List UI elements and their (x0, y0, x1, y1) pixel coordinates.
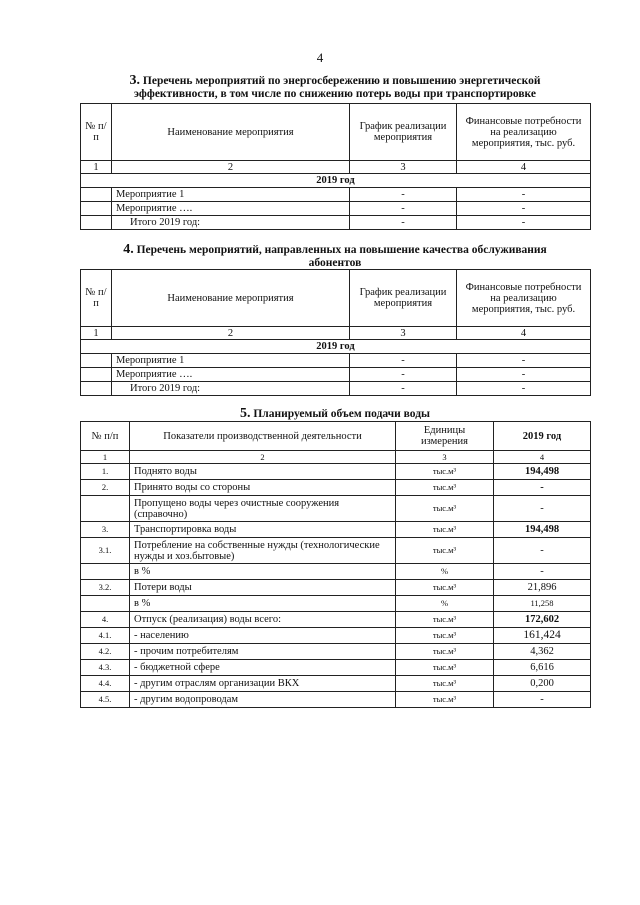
row-value: - (494, 480, 591, 496)
row-value: - (494, 496, 591, 522)
section3-table (80, 103, 591, 230)
row-unit: тыс.м³ (396, 522, 494, 538)
section3-title-line2: эффективности, в том числе по снижению потерь воды при транспортировке (134, 88, 536, 100)
col-number: 4 (457, 161, 591, 174)
row-value: 161,424 (494, 628, 591, 644)
row-indicator: Потребление на собственные нужды (технологические нужды и хоз.бытовые) (130, 538, 396, 564)
row-value: 11,258 (494, 596, 591, 612)
row-unit: % (396, 596, 494, 612)
row-name: Мероприятие 1 (112, 188, 350, 202)
row-number (81, 596, 130, 612)
column-number-row (81, 327, 591, 340)
row-number: 3.1. (81, 538, 130, 564)
row-unit: тыс.м³ (396, 464, 494, 480)
col-number: 4 (494, 451, 591, 464)
table-row (81, 596, 591, 612)
row-value: 0,200 (494, 676, 591, 692)
row-finance: - (457, 202, 591, 216)
table-row (81, 188, 591, 202)
row-value: 194,498 (494, 464, 591, 480)
row-indicator: Принято воды со стороны (130, 480, 396, 496)
table-row (81, 644, 591, 660)
row-indicator: Пропущено воды через очистные сооружения (справочно) (130, 496, 396, 522)
row-schedule: - (350, 188, 457, 202)
page-number: 4 (316, 50, 324, 65)
row-unit: тыс.м³ (396, 644, 494, 660)
header-cell: № п/п (81, 104, 112, 161)
section3-number: 3. (129, 73, 141, 88)
col-number: 2 (112, 161, 350, 174)
row-unit: тыс.м³ (396, 612, 494, 628)
table-row (81, 368, 591, 382)
row-unit: тыс.м³ (396, 692, 494, 708)
row-indicator: - населению (130, 628, 396, 644)
table-row (81, 676, 591, 692)
row-value: 6,616 (494, 660, 591, 676)
header-cell: Показатели производственной деятельности (130, 422, 396, 451)
table-row (81, 628, 591, 644)
row-schedule: - (350, 382, 457, 396)
section5-number: 5. (239, 406, 251, 421)
table-header-row (81, 104, 591, 161)
row-indicator: в % (130, 596, 396, 612)
row-schedule: - (350, 368, 457, 382)
header-cell: Наименование мероприятия (112, 270, 350, 327)
row-finance: - (457, 188, 591, 202)
table-row (81, 496, 591, 522)
col-number: 1 (81, 327, 112, 340)
header-cell: Финансовые потребности на реализацию мероприятия, тыс. руб. (457, 104, 591, 161)
row-name: Мероприятие …. (112, 368, 350, 382)
header-cell: Наименование мероприятия (112, 104, 350, 161)
table-header-row (81, 270, 591, 327)
row-unit: тыс.м³ (396, 676, 494, 692)
row-indicator: в % (130, 564, 396, 580)
col-number: 2 (130, 451, 396, 464)
row-number: 4.2. (81, 644, 130, 660)
section4-table (80, 269, 591, 396)
year-label: 2019 год (81, 174, 591, 188)
table-row (81, 480, 591, 496)
row-number: 3.2. (81, 580, 130, 596)
col-number: 3 (350, 327, 457, 340)
row-indicator: - бюджетной сфере (130, 660, 396, 676)
row-value: - (494, 692, 591, 708)
row-value: 172,602 (494, 612, 591, 628)
row-schedule: - (350, 216, 457, 230)
row-indicator: Поднято воды (130, 464, 396, 480)
row-value: 4,362 (494, 644, 591, 660)
row-number: 4. (81, 612, 130, 628)
year-row (81, 174, 591, 188)
row-indicator: Транспортировка воды (130, 522, 396, 538)
header-cell: № п/п (81, 270, 112, 327)
row-value: - (494, 564, 591, 580)
section5-rows (81, 464, 591, 708)
section4-title-line2: абонентов (308, 257, 362, 269)
header-cell: Финансовые потребности на реализацию мероприятия, тыс. руб. (457, 270, 591, 327)
row-number: 4.4. (81, 676, 130, 692)
row-indicator: Потери воды (130, 580, 396, 596)
row-name: Мероприятие 1 (112, 354, 350, 368)
col-number: 4 (457, 327, 591, 340)
col-number: 3 (350, 161, 457, 174)
section4-title-line1: Перечень мероприятий, направленных на повышение качества обслуживания (136, 244, 547, 256)
row-unit: % (396, 564, 494, 580)
row-unit: тыс.м³ (396, 480, 494, 496)
row-name: Итого 2019 год: (112, 216, 350, 230)
col-number: 2 (112, 327, 350, 340)
row-unit: тыс.м³ (396, 496, 494, 522)
table-row (81, 464, 591, 480)
row-indicator: - прочим потребителям (130, 644, 396, 660)
row-value: - (494, 538, 591, 564)
row-indicator: - другим отраслям организации ВКХ (130, 676, 396, 692)
table-row-total (81, 382, 591, 396)
row-finance: - (457, 354, 591, 368)
row-number: 3. (81, 522, 130, 538)
col-number: 1 (81, 161, 112, 174)
table-row (81, 612, 591, 628)
header-cell: График реализации мероприятия (350, 104, 457, 161)
header-cell: График реализации мероприятия (350, 270, 457, 327)
row-number: 4.5. (81, 692, 130, 708)
row-number (81, 496, 130, 522)
row-indicator: - другим водопроводам (130, 692, 396, 708)
section5-title: Планируемый объем подачи воды (253, 408, 431, 420)
table-header-row (81, 422, 591, 451)
row-finance: - (457, 216, 591, 230)
col-number: 3 (396, 451, 494, 464)
header-cell: Единицы измерения (396, 422, 494, 451)
row-schedule: - (350, 354, 457, 368)
row-unit: тыс.м³ (396, 580, 494, 596)
table-row (81, 692, 591, 708)
row-name: Итого 2019 год: (112, 382, 350, 396)
column-number-row (81, 451, 591, 464)
row-value: 194,498 (494, 522, 591, 538)
row-unit: тыс.м³ (396, 628, 494, 644)
row-name: Мероприятие …. (112, 202, 350, 216)
header-cell: № п/п (81, 422, 130, 451)
header-cell: 2019 год (494, 422, 591, 451)
row-finance: - (457, 368, 591, 382)
section4-number: 4. (123, 242, 134, 257)
row-number: 4.1. (81, 628, 130, 644)
row-number: 2. (81, 480, 130, 496)
year-label: 2019 год (81, 340, 591, 354)
section3-title-line1: Перечень мероприятий по энергосбережению и повышению энергетической (142, 75, 541, 87)
table-row (81, 354, 591, 368)
table-row (81, 522, 591, 538)
table-row (81, 202, 591, 216)
row-unit: тыс.м³ (396, 660, 494, 676)
table-row (81, 660, 591, 676)
section3-heading (80, 74, 590, 101)
table-row (81, 564, 591, 580)
row-unit: тыс.м³ (396, 538, 494, 564)
table-row (81, 538, 591, 564)
row-schedule: - (350, 202, 457, 216)
section5-heading (80, 407, 590, 421)
table-row (81, 580, 591, 596)
col-number: 1 (81, 451, 130, 464)
column-number-row (81, 161, 591, 174)
table-row-total (81, 216, 591, 230)
section5-table (80, 421, 591, 708)
row-value: 21,896 (494, 580, 591, 596)
section4-heading (80, 243, 590, 270)
row-number (81, 564, 130, 580)
row-number: 1. (81, 464, 130, 480)
year-row (81, 340, 591, 354)
row-indicator: Отпуск (реализация) воды всего: (130, 612, 396, 628)
row-finance: - (457, 382, 591, 396)
row-number: 4.3. (81, 660, 130, 676)
